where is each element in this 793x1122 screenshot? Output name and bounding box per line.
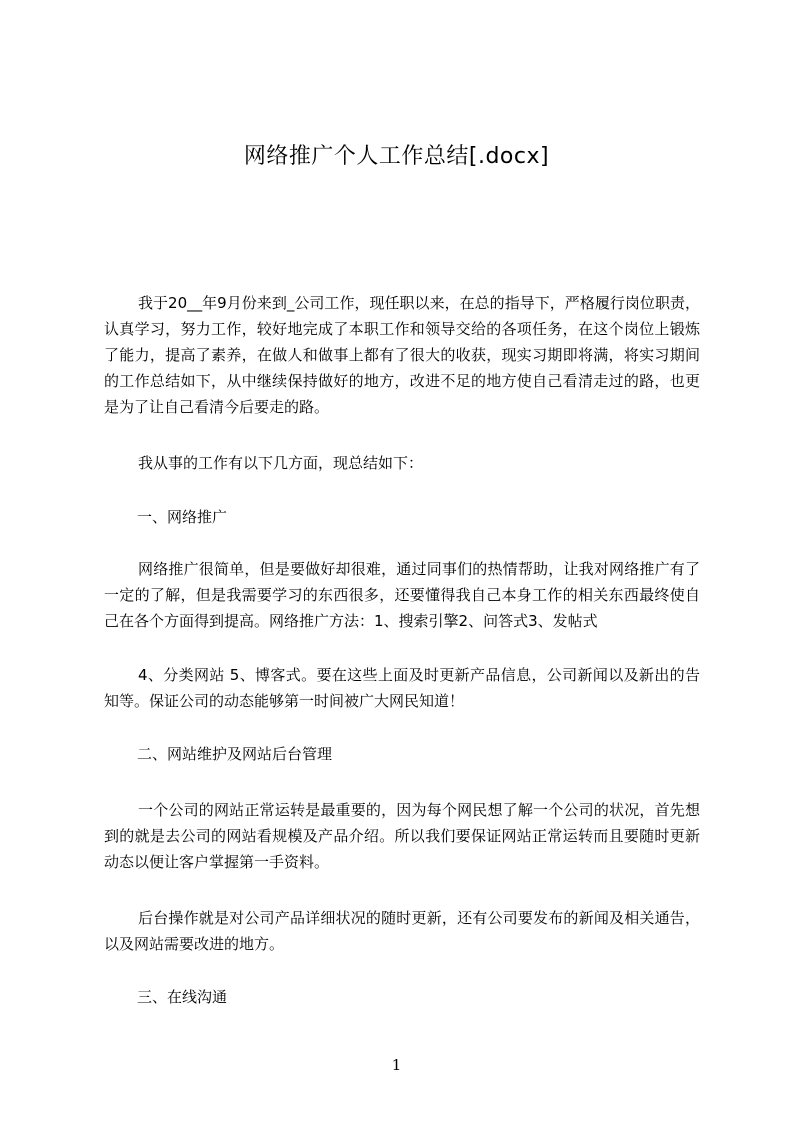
section-heading-website-maintenance: 二、网站维护及网站后台管理 <box>137 745 333 763</box>
section-heading-network-promotion: 一、网络推广 <box>137 508 228 526</box>
section1-paragraph-2: 4、分类网站 5、博客式。要在这些上面及时更新产品信息，公司新闻以及新出的告知等。保证公司的动态能够第一时间被广大网民知道！ <box>104 666 700 710</box>
section1-paragraph-1: 网络推广很简单，但是要做好却很难，通过同事们的热情帮助，让我对网络推广有了一定的了解，但是我需要学习的东西很多，还要懂得我自己本身工作的相关东西最终使自己在各个方面得到提高。网络推广方法：1、搜索引擎2、问答式3、发帖式 <box>104 560 700 630</box>
section2-paragraph-1: 一个公司的网站正常运转是最重要的，因为每个网民想了解一个公司的状况，首先想到的就是去公司的网站看规模及产品介绍。所以我们要保证网站正常运转而且要随时更新动态以便让客户掌握第一手资料。 <box>104 801 700 871</box>
intro-paragraph: 我于20__年9月份来到_公司工作，现任职以来，在总的指导下，严格履行岗位职责，认真学习，努力工作，较好地完成了本职工作和领导交给的各项任务，在这个岗位上锻炼了能力，提高了素养，在做人和做事上都有了很大的收获，现实习期即将满，将实习期间的工作总结如下，从中继续保持做好的地方，改进不足的地方使自己看清走过的路，也更是为了让自己看清今后要走的路。 <box>104 294 700 416</box>
page-number: 1 <box>391 1056 402 1074</box>
section2-paragraph-2: 后台操作就是对公司产品详细状况的随时更新，还有公司要发布的新闻及相关通告，以及网站需要改进的地方。 <box>104 909 700 953</box>
document-title: 网络推广个人工作总结[.docx] <box>243 144 550 169</box>
summary-intro-paragraph: 我从事的工作有以下几方面，现总结如下： <box>138 454 424 472</box>
section-heading-online-communication: 三、在线沟通 <box>137 988 228 1006</box>
